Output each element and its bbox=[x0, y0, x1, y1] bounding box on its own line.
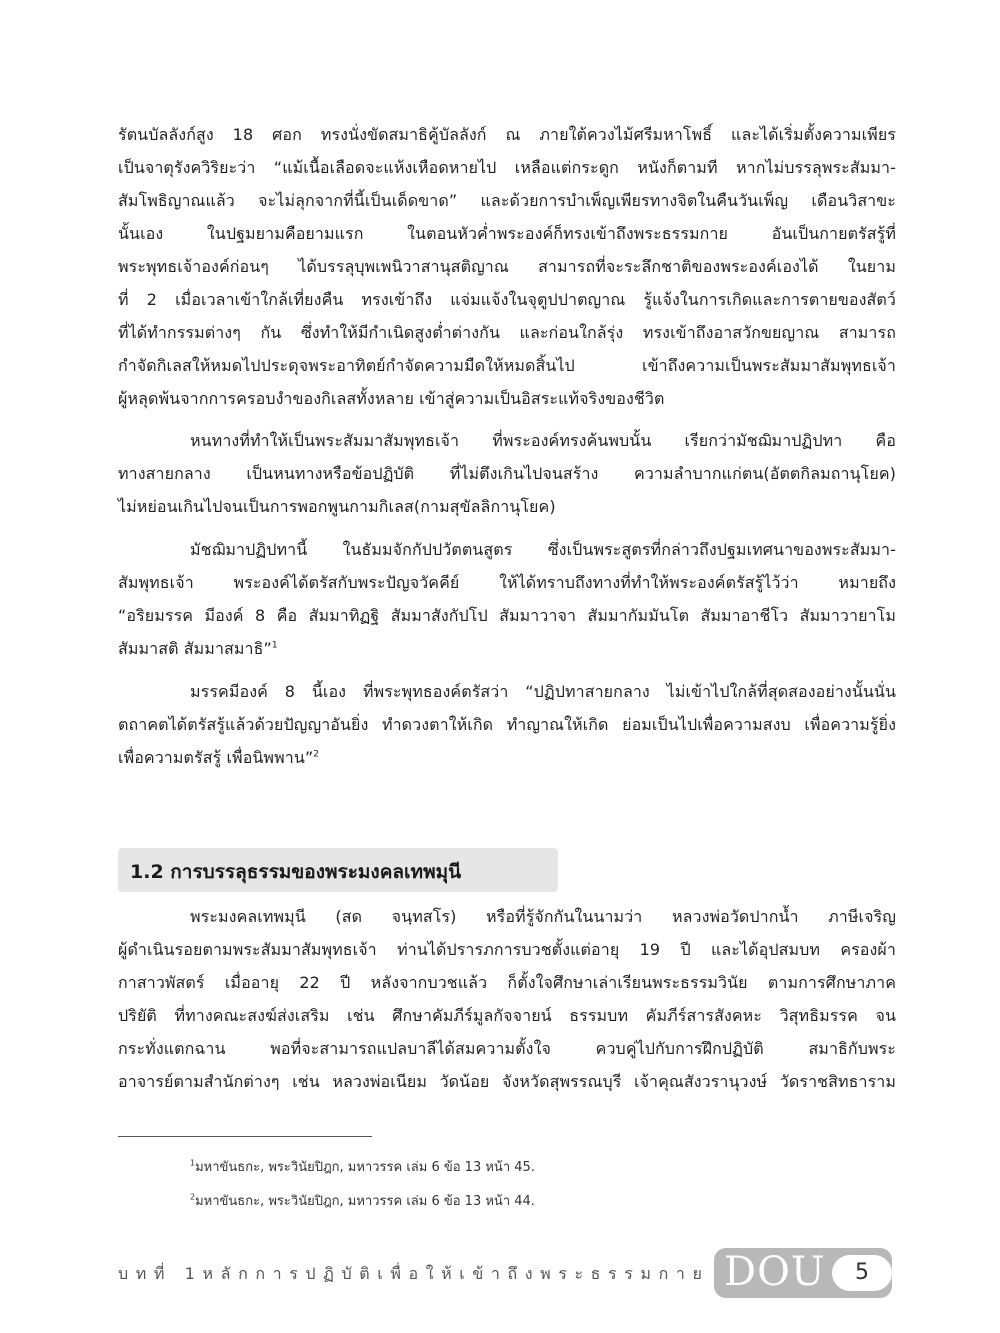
text-line: นั้นเอง ในปฐมยามคือยามแรก ในตอนหัวค่ำพระองค์ก็ทรงเข้าถึงพระธรรมกาย อันเป็นกายตรัสรู้ที่ bbox=[118, 224, 896, 243]
footnote-number: 1 bbox=[190, 1158, 196, 1168]
text-line: หนทางที่ทำให้เป็นพระสัมมาสัมพุทธเจ้า ที่พระองค์ทรงค้นพบนั้น เรียกว่ามัชฌิมาปฏิปทา คือ bbox=[190, 431, 896, 450]
footnote-text: มหาขันธกะ, พระวินัยปิฎก, มหาวรรค เล่ม 6 ข้อ 13 หน้า 44. bbox=[195, 1194, 535, 1209]
text-line: ที่ 2 เมื่อเวลาเข้าใกล้เที่ยงคืน ทรงเข้าถึง แจ่มแจ้งในจุตูปปาตญาณ รู้แจ้งในการเกิดและการตายของสัตว์ bbox=[118, 290, 896, 309]
text-line: ปริยัติ ที่ทางคณะสงฆ์ส่งเสริม เช่น ศึกษาคัมภีร์มูลกัจจายน์ ธรรมบท คัมภีร์สารสังคหะ วิสุทธิมรรค จน bbox=[118, 1006, 896, 1025]
section-title: 1.2 การบรรลุธรรมของพระมงคลเทพมุนี bbox=[130, 861, 462, 883]
text-line: ผู้ดำเนินรอยตามพระสัมมาสัมพุทธเจ้า ท่านได้ปรารภการบวชตั้งแต่อายุ 19 ปี และได้อุปสมบท ครองผ้า bbox=[118, 940, 896, 959]
text-line: กาสาวพัสตร์ เมื่ออายุ 22 ปี หลังจากบวชแล้ว ก็ตั้งใจศึกษาเล่าเรียนพระธรรมวินัย ตามการศึกษาภาค bbox=[118, 973, 896, 992]
text-line: พระมงคลเทพมุนี (สด จนฺทสโร) หรือที่รู้จักกันในนามว่า หลวงพ่อวัดปากน้ำ ภาษีเจริญ bbox=[190, 907, 896, 926]
text-line: ที่ได้ทำกรรมต่างๆ กัน ซึ่งทำให้มีกำเนิดสูงต่ำต่างกัน และก่อนใกล้รุ่ง ทรงเข้าถึงอาสวักขยญาณ สามารถ bbox=[118, 323, 896, 342]
text-line: มรรคมีองค์ 8 นี้เอง ที่พระพุทธองค์ตรัสว่า “ปฏิปทาสายกลาง ไม่เข้าไปใกล้ที่สุดสองอย่างนั้นนั่น bbox=[190, 682, 896, 701]
dou-logo: DOU bbox=[724, 1249, 826, 1295]
footnote-text: มหาขันธกะ, พระวินัยปิฎก, มหาวรรค เล่ม 6 ข้อ 13 หน้า 45. bbox=[195, 1160, 535, 1175]
text-line: อาจารย์ตามสำนักต่างๆ เช่น หลวงพ่อเนียม วัดน้อย จังหวัดสุพรรณบุรี เจ้าคุณสังวรานุวงษ์ วัดราชสิทธาราม bbox=[118, 1072, 896, 1091]
text-line: ทางสายกลาง เป็นหนทางหรือข้อปฏิบัติ ที่ไม่ตึงเกินไปจนสร้าง ความลำบากแก่ตน(อัตตกิลมถานุโยค) bbox=[118, 464, 896, 483]
text-line: สัมโพธิญาณแล้ว จะไม่ลุกจากที่นี้เป็นเด็ดขาด” และด้วยการบำเพ็ญเพียรทางจิตในคืนวันเพ็ญ เดือนวิสาขะ bbox=[118, 191, 896, 210]
text-line: เป็นจาตุรังควิริยะว่า “แม้เนื้อเลือดจะแห้งเหือดหายไป เหลือแต่กระดูก หนังก็ตามที หากไม่บรรลุพระสัมมา- bbox=[118, 158, 896, 177]
footnote-number: 2 bbox=[190, 1192, 196, 1202]
text-line bbox=[118, 745, 319, 771]
footnote bbox=[190, 1190, 535, 1211]
text-line: กำจัดกิเลสให้หมดไปประดุจพระอาทิตย์กำจัดความมืดให้หมดสิ้นไป เข้าถึงความเป็นพระสัมมาสัมพุทธเจ้า bbox=[118, 356, 896, 375]
quote-end-text: เพื่อความตรัสรู้ เพื่อนิพพาน” bbox=[118, 748, 314, 767]
footnote-ref: 2 bbox=[313, 749, 320, 760]
text-line bbox=[118, 636, 278, 662]
section-heading bbox=[118, 848, 558, 892]
quote-end-text: สัมมาสติ สัมมาสมาธิ” bbox=[118, 639, 272, 658]
footer-badge bbox=[714, 1248, 892, 1298]
text-line: “อริยมรรค มีองค์ 8 คือ สัมมาทิฏฐิ สัมมาสังกัปโป สัมมาวาจา สัมมากัมมันโต สัมมาอาชีโว สัมมาวายาโม bbox=[118, 606, 896, 625]
page-number: 5 bbox=[832, 1255, 892, 1291]
text-line: มัชฌิมาปฏิปทานี้ ในธัมมจักกัปปวัตตนสูตร ซึ่งเป็นพระสูตรที่กล่าวถึงปฐมเทศนาของพระสัมมา- bbox=[190, 540, 896, 559]
text-line: พระพุทธเจ้าองค์ก่อนๆ ได้บรรลุบุพเพนิวาสานุสติญาณ สามารถที่จะระลึกชาติของพระองค์เองได้ ในยาม bbox=[118, 257, 896, 276]
text-line: รัตนบัลลังก์สูง 18 ศอก ทรงนั่งขัดสมาธิคู้บัลลังก์ ณ ภายใต้ควงไม้ศรีมหาโพธิ์ และได้เริ่มตั้งความเพียร bbox=[118, 125, 896, 144]
text-line: กระทั่งแตกฉาน พอที่จะสามารถแปลบาลีได้สมความตั้งใจ ควบคู่ไปกับการฝึกปฏิบัติ สมาธิกับพระ bbox=[118, 1039, 896, 1058]
footer-chapter-title: บทที่ 1หลักการปฏิบัติเพื่อให้เข้าถึงพระธรรมกาย bbox=[118, 1264, 710, 1283]
footnote-ref: 1 bbox=[271, 640, 278, 651]
text-line: ตถาคตได้ตรัสรู้แล้วด้วยปัญญาอันยิ่ง ทำดวงตาให้เกิด ทำญาณให้เกิด ย่อมเป็นไปเพื่อความสงบ เพื่อความรู้ยิ่ง bbox=[118, 715, 896, 734]
footnote bbox=[190, 1156, 535, 1177]
text-line: ผู้หลุดพ้นจากการครอบงำของกิเลสทั้งหลาย เข้าสู่ความเป็นอิสระแท้จริงของชีวิต bbox=[118, 389, 665, 408]
text-line: สัมพุทธเจ้า พระองค์ได้ตรัสกับพระปัญจวัคคีย์ ให้ได้ทราบถึงทางที่ทำให้พระองค์ตรัสรู้ไว้ว่า หมายถึง bbox=[118, 573, 896, 592]
footnote-divider bbox=[118, 1136, 372, 1137]
text-line: ไม่หย่อนเกินไปจนเป็นการพอกพูนกามกิเลส(กามสุขัลลิกานุโยค) bbox=[118, 497, 556, 516]
